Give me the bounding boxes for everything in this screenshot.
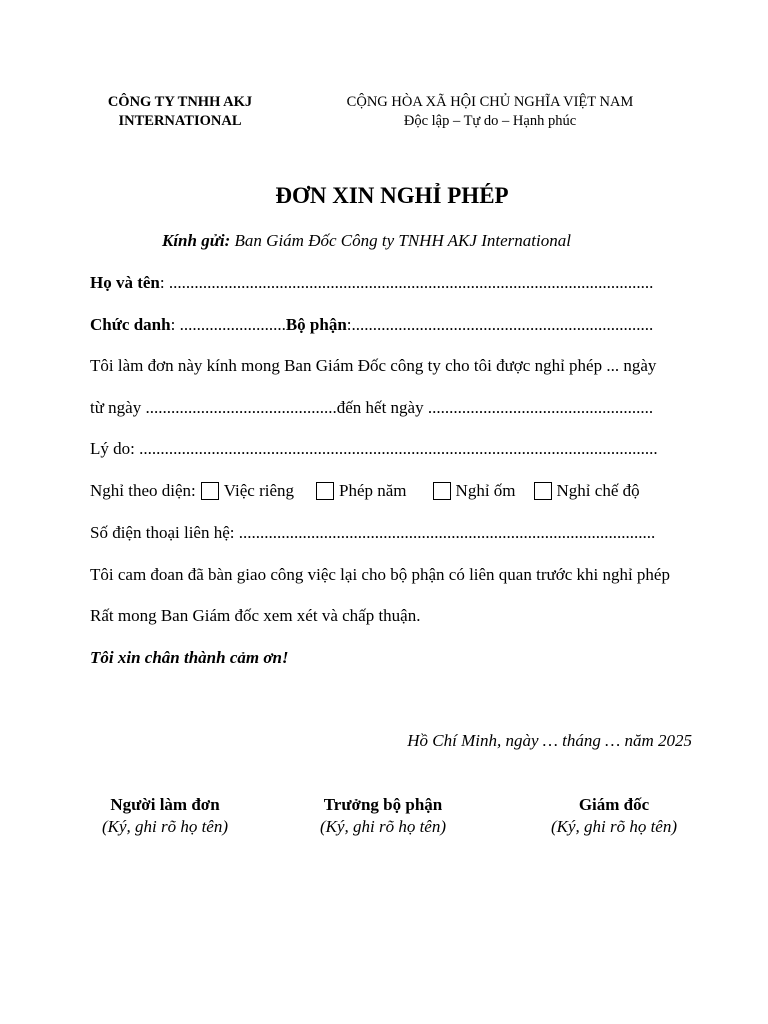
position-label: Chức danh bbox=[90, 315, 171, 334]
checkbox-policy[interactable] bbox=[534, 482, 552, 500]
leave-type-annual[interactable] bbox=[316, 481, 407, 501]
department-fill: :....................................................................... bbox=[346, 315, 654, 334]
signature-dept-head-hint: (Ký, ghi rõ họ tên) bbox=[319, 817, 447, 836]
position-dept-field[interactable] bbox=[90, 315, 653, 335]
name-field[interactable] bbox=[90, 273, 653, 293]
phone-field[interactable]: Số điện thoại liên hệ: .................................................................................................. bbox=[90, 523, 656, 542]
leave-type-annual-label: Phép năm bbox=[339, 481, 407, 500]
commitment-text: Tôi cam đoan đã bàn giao công việc lại cho bộ phận có liên quan trước khi nghỉ phép bbox=[90, 565, 670, 584]
company-name-line1: CÔNG TY TNHH AKJ bbox=[107, 94, 253, 110]
date-line: Hồ Chí Minh, ngày … tháng … năm 2025 bbox=[407, 731, 692, 750]
recipient-line bbox=[162, 231, 571, 251]
signature-dept-head-role: Trưởng bộ phận bbox=[323, 795, 443, 814]
leave-type-sick-label: Nghỉ ốm bbox=[455, 481, 516, 500]
company-name bbox=[90, 93, 270, 131]
leave-type-policy-label: Nghỉ chế độ bbox=[556, 481, 640, 500]
department-label: Bộ phận bbox=[285, 315, 347, 334]
national-motto bbox=[320, 93, 660, 131]
position-fill: : ......................... bbox=[170, 315, 286, 334]
leave-type-personal[interactable] bbox=[201, 481, 294, 501]
recipient-value: Ban Giám Đốc Công ty TNHH AKJ International bbox=[230, 231, 571, 250]
name-fill: : .................................................................................................................. bbox=[159, 273, 654, 292]
request-line-1: Tôi làm đơn này kính mong Ban Giám Đốc công ty cho tôi được nghỉ phép ... ngày bbox=[90, 356, 657, 375]
checkbox-sick[interactable] bbox=[433, 482, 451, 500]
signature-dept-head bbox=[273, 794, 493, 838]
reason-field[interactable]: Lý do: .......................................................................................................................... bbox=[90, 439, 658, 458]
approval-request-text: Rất mong Ban Giám đốc xem xét và chấp thuận. bbox=[90, 606, 421, 625]
signature-applicant bbox=[55, 794, 275, 838]
leave-type-policy[interactable] bbox=[534, 481, 640, 501]
leave-type-row bbox=[90, 481, 640, 501]
recipient-label: Kính gửi: bbox=[162, 231, 231, 250]
signature-director bbox=[504, 794, 724, 838]
leave-type-personal-label: Việc riêng bbox=[223, 481, 295, 500]
name-label: Họ và tên bbox=[90, 273, 160, 292]
document-title: ĐƠN XIN NGHỈ PHÉP bbox=[275, 183, 509, 208]
signature-director-role: Giám đốc bbox=[578, 795, 650, 814]
company-name-line2: INTERNATIONAL bbox=[118, 113, 242, 129]
checkbox-annual[interactable] bbox=[316, 482, 334, 500]
national-motto-line1: CỘNG HÒA XÃ HỘI CHỦ NGHĨA VIỆT NAM bbox=[346, 94, 634, 110]
request-line-2[interactable]: từ ngày .............................................đến hết ngày ..................................................... bbox=[90, 398, 654, 417]
signature-applicant-hint: (Ký, ghi rõ họ tên) bbox=[101, 817, 229, 836]
leave-type-sick[interactable] bbox=[433, 481, 516, 501]
leave-type-label: Nghỉ theo diện: bbox=[90, 481, 196, 500]
checkbox-personal[interactable] bbox=[201, 482, 219, 500]
national-motto-line2: Độc lập – Tự do – Hạnh phúc bbox=[403, 113, 577, 129]
thanks-text: Tôi xin chân thành cảm ơn! bbox=[90, 648, 289, 667]
signature-director-hint: (Ký, ghi rõ họ tên) bbox=[550, 817, 678, 836]
signature-applicant-role: Người làm đơn bbox=[110, 795, 220, 814]
